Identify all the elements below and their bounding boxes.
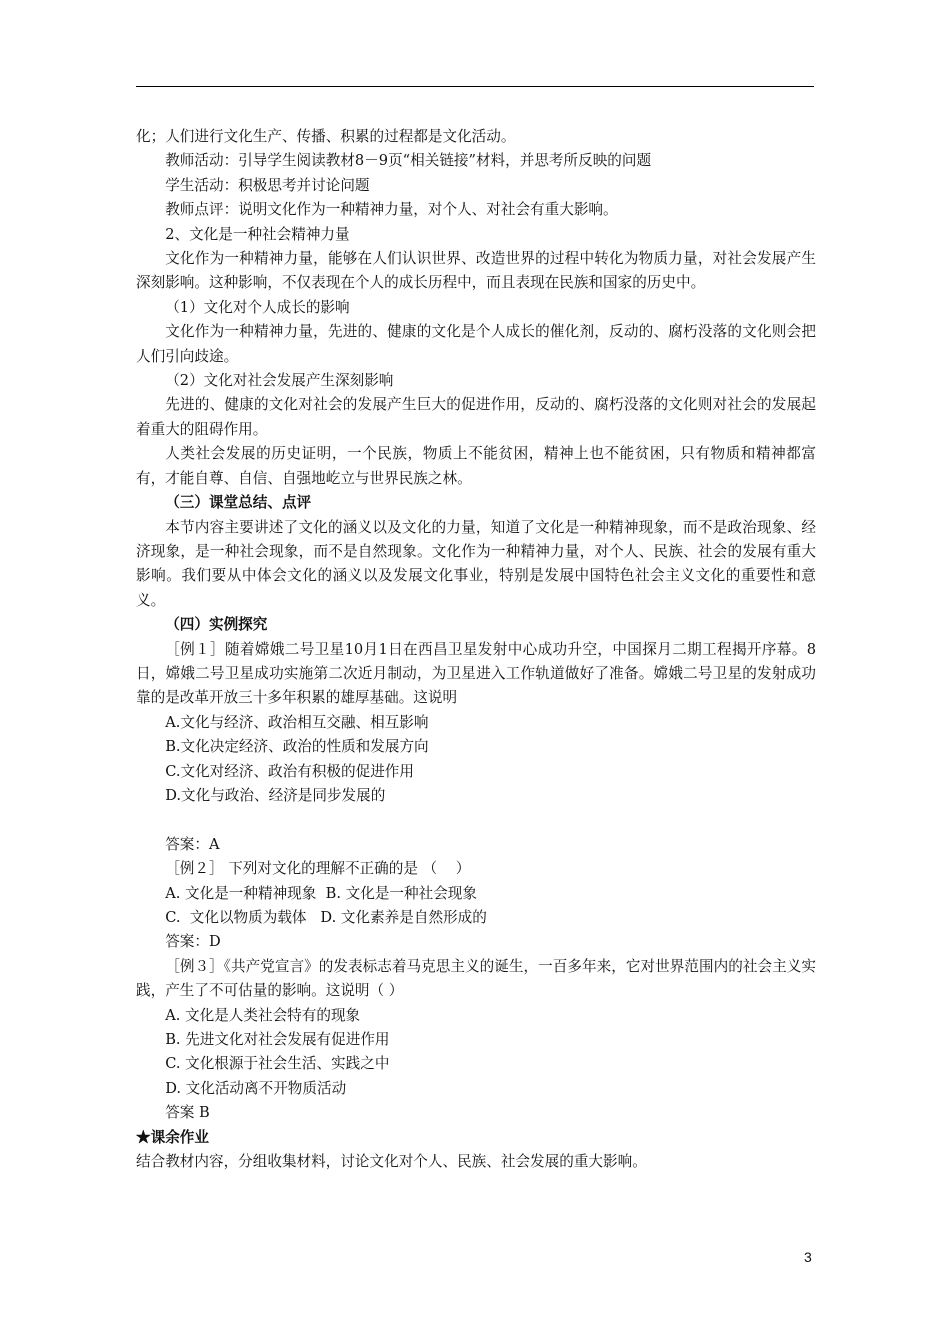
- spacer: [136, 808, 816, 832]
- option-a: A. 文化是人类社会特有的现象: [165, 1006, 361, 1024]
- text-line: 化；人们进行文化生产、传播、积累的过程都是文化活动。: [136, 128, 516, 145]
- paragraph: 先进的、健康的文化对社会的发展产生巨大的促进作用，反动的、腐朽没落的文化则对社会的发展起着重大的阻碍作用。: [136, 396, 816, 438]
- paragraph: 文化作为一种精神力量，能够在人们认识世界、改造世界的过程中转化为物质力量，对社会发展产生深刻影响。这种影响，不仅表现在个人的成长历程中，而且表现在民族和国家的历史中。: [136, 250, 816, 292]
- options-cd: C. 文化以物质为载体 D. 文化素养是自然形成的: [165, 908, 487, 926]
- example-question: ［例２］ 下列对文化的理解不正确的是 （ ）: [165, 860, 471, 878]
- page-body: [136, 125, 816, 1174]
- example-question: ［例１］随着嫦娥二号卫星10月1日在西昌卫星发射中心成功升空，中国探月二期工程揭开序幕。8日，嫦娥二号卫星成功实施第二次近月制动，为卫星进入工作轨道做好了准备。嫦娥二号卫星的发射成功靠的是改革开放三十多年积累的雄厚基础。这说明: [136, 640, 816, 707]
- section-heading: （四）实例探究: [165, 616, 268, 634]
- option-d: D. 文化活动离不开物质活动: [165, 1079, 347, 1097]
- option-c: C. 文化根源于社会生活、实践之中: [165, 1055, 390, 1073]
- paragraph: 本节内容主要讲述了文化的涵义以及文化的力量，知道了文化是一种精神现象，而不是政治现象、经济现象，是一种社会现象，而不是自然现象。文化作为一种精神力量，对个人、民族、社会的发展有重大影响。我们要从中体会文化的涵义以及发展文化事业，特别是发展中国特色社会主义文化的重要性和意义。: [136, 518, 816, 609]
- answer: 答案：A: [165, 835, 220, 853]
- section-heading: 2、文化是一种社会精神力量: [165, 225, 350, 243]
- section-heading: （三）课堂总结、点评: [165, 494, 312, 512]
- paragraph: 人类社会发展的历史证明，一个民族，物质上不能贫困，精神上也不能贫困，只有物质和精神都富有，才能自尊、自信、自强地屹立与世界民族之林。: [136, 445, 816, 487]
- header-rule: [136, 86, 814, 87]
- option-a: A.文化与经济、政治相互交融、相互影响: [165, 713, 429, 731]
- option-b: B. 先进文化对社会发展有促进作用: [165, 1031, 390, 1049]
- subheading: （1）文化对个人成长的影响: [165, 298, 350, 316]
- paragraph: 文化作为一种精神力量，先进的、健康的文化是个人成长的催化剂，反动的、腐朽没落的文化则会把人们引向歧途。: [136, 323, 816, 365]
- answer: 答案：D: [165, 933, 221, 951]
- answer: 答案 B: [165, 1104, 210, 1122]
- option-b: B.文化决定经济、政治的性质和发展方向: [165, 738, 429, 756]
- option-c: C.文化对经济、政治有积极的促进作用: [165, 762, 414, 780]
- example-question: ［例３］《共产党宣言》的发表标志着马克思主义的诞生，一百多年来，它对世界范围内的社会主义实践，产生了不可估量的影响。这说明（ ）: [136, 957, 816, 1000]
- text-line: 教师点评：说明文化作为一种精神力量，对个人、对社会有重大影响。: [165, 201, 618, 219]
- text-line: 学生活动：积极思考并讨论问题: [165, 176, 370, 194]
- homework-title: ★课余作业: [136, 1128, 209, 1146]
- text-line: 教师活动：引导学生阅读教材8－9页“相关链接”材料，并思考所反映的问题: [165, 152, 652, 170]
- homework-text: 结合教材内容，分组收集材料，讨论文化对个人、民族、社会发展的重大影响。: [136, 1153, 647, 1171]
- page-number: 3: [804, 1249, 812, 1265]
- subheading: （2）文化对社会发展产生深刻影响: [165, 372, 394, 390]
- option-d: D.文化与政治、经济是同步发展的: [165, 786, 386, 804]
- options-ab: A. 文化是一种精神现象 B. 文化是一种社会现象: [165, 884, 477, 902]
